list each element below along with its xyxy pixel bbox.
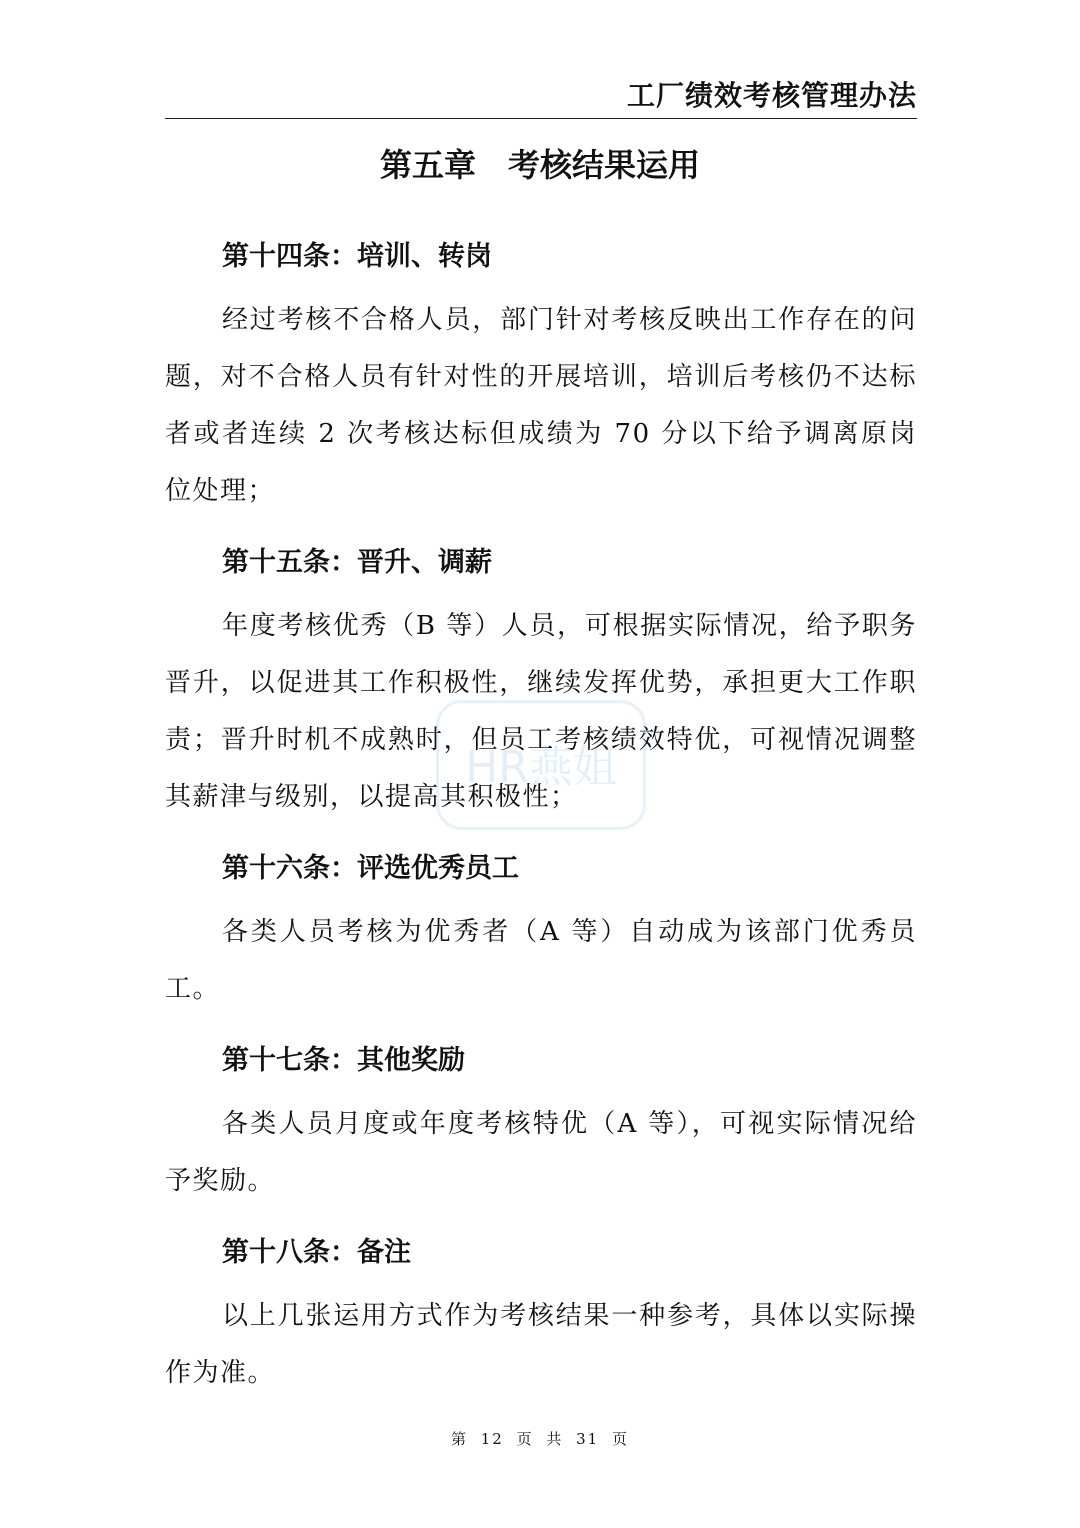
watermark-logo: HR燕姐 [436,700,646,830]
page-header [165,78,917,119]
article-heading: 第十七条：其他奖励 [222,1045,465,1076]
article-16 [165,844,917,1018]
article-body: 各类人员考核为优秀者（A 等）自动成为该部门优秀员工。 [165,917,917,1004]
document-title: 工厂绩效考核管理办法 [626,79,917,112]
chapter-title: 第五章 考核结果运用 [379,146,700,184]
article-heading: 第十四条：培训、转岗 [222,241,492,272]
article-17 [165,1036,917,1210]
page-number: 第 12 页 共 31 页 [450,1430,629,1448]
article-heading: 第十六条：评选优秀员工 [222,853,519,884]
article-14 [165,232,917,520]
article-heading: 第十八条：备注 [222,1237,411,1268]
article-body: 年度考核优秀（B 等）人员，可根据实际情况，给予职务晋升，以促进其工作积极性，继续发挥优势，承担更大工作职责；晋升时机不成熟时，但员工考核绩效特优，可视情况调整其薪津与级别，以提高其积极性； [165,611,917,812]
article-body: 各类人员月度或年度考核特优（A 等），可视实际情况给予奖励。 [165,1109,917,1196]
article-body: 以上几张运用方式作为考核结果一种参考，具体以实际操作为准。 [165,1301,917,1388]
article-body: 经过考核不合格人员，部门针对考核反映出工作存在的问题，对不合格人员有针对性的开展培训，培训后考核仍不达标者或者连续 2 次考核达标但成绩为 70 分以下给予调离原岗位处理； [165,305,917,506]
article-18 [165,1228,917,1402]
article-heading: 第十五条：晋升、调薪 [222,547,492,578]
